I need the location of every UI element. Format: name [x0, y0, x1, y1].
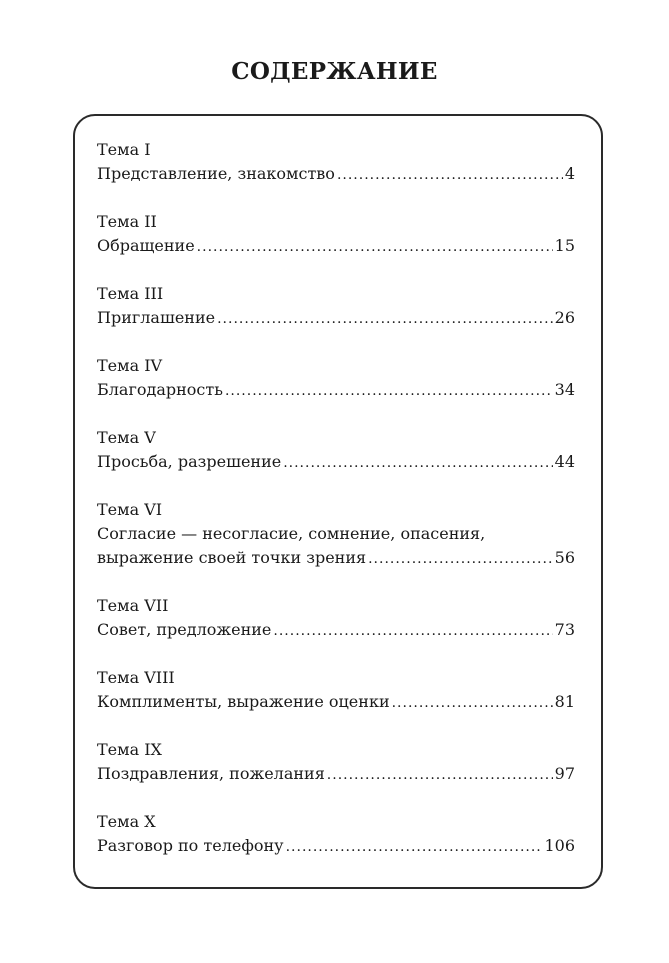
entry-title: Совет, предложение — [97, 620, 272, 639]
dot-leader — [197, 235, 553, 259]
entry-row — [97, 546, 575, 571]
toc-entry-8 — [97, 666, 575, 738]
page-number: 44 — [554, 452, 575, 471]
dot-leader — [337, 163, 563, 187]
page-number: 81 — [554, 692, 575, 711]
entry-title: Просьба, разрешение — [97, 452, 282, 471]
entry-row — [97, 378, 575, 403]
toc-entry-10 — [97, 810, 575, 882]
page-number: 56 — [554, 548, 575, 567]
entry-title-line-1: Согласие — несогласие, сомнение, опасения, — [97, 524, 486, 543]
entry-row — [97, 162, 575, 187]
toc-entry-4 — [97, 354, 575, 426]
topic-heading: Тема IX — [97, 740, 162, 759]
topic-heading: Тема X — [97, 812, 156, 831]
page-number: 106 — [544, 836, 575, 855]
entry-row — [97, 834, 575, 859]
topic-heading: Тема I — [97, 140, 151, 159]
dot-leader — [225, 379, 553, 403]
dot-leader — [368, 547, 553, 571]
toc-entry-3 — [97, 282, 575, 354]
page-number: 97 — [554, 764, 575, 783]
page-number: 34 — [554, 380, 575, 399]
topic-heading: Тема VI — [97, 500, 163, 519]
entry-title: Приглашение — [97, 308, 216, 327]
topic-heading: Тема V — [97, 428, 156, 447]
toc-entry-7 — [97, 594, 575, 666]
page-number: 26 — [554, 308, 575, 327]
dot-leader — [273, 619, 552, 643]
toc-entry-9 — [97, 738, 575, 810]
dot-leader — [286, 835, 543, 859]
entry-title: выражение своей точки зрения — [97, 548, 367, 567]
toc-list — [97, 138, 575, 882]
page-number: 4 — [564, 164, 575, 183]
entry-row — [97, 450, 575, 475]
dot-leader — [217, 307, 553, 331]
page-number: 73 — [554, 620, 575, 639]
topic-heading: Тема IV — [97, 356, 163, 375]
entry-title: Разговор по телефону — [97, 836, 284, 855]
entry-title: Поздравления, пожелания — [97, 764, 325, 783]
entry-row — [97, 306, 575, 331]
entry-title: Благодарность — [97, 380, 223, 399]
entry-title: Комплименты, выражение оценки — [97, 692, 390, 711]
toc-entry-5 — [97, 426, 575, 498]
topic-heading: Тема II — [97, 212, 157, 231]
dot-leader — [283, 451, 552, 475]
topic-heading: Тема VII — [97, 596, 169, 615]
dot-leader — [327, 763, 553, 787]
entry-row — [97, 762, 575, 787]
toc-entry-6 — [97, 498, 575, 594]
topic-heading: Тема III — [97, 284, 164, 303]
entry-row — [97, 234, 575, 259]
toc-entry-1 — [97, 138, 575, 210]
entry-title: Представление, знакомство — [97, 164, 335, 183]
toc-entry-2 — [97, 210, 575, 282]
dot-leader — [392, 691, 553, 715]
page-number: 15 — [554, 236, 575, 255]
page-title: СОДЕРЖАНИЕ — [231, 58, 438, 85]
topic-heading: Тема VIII — [97, 668, 175, 687]
entry-title: Обращение — [97, 236, 195, 255]
entry-row — [97, 690, 575, 715]
entry-row — [97, 618, 575, 643]
